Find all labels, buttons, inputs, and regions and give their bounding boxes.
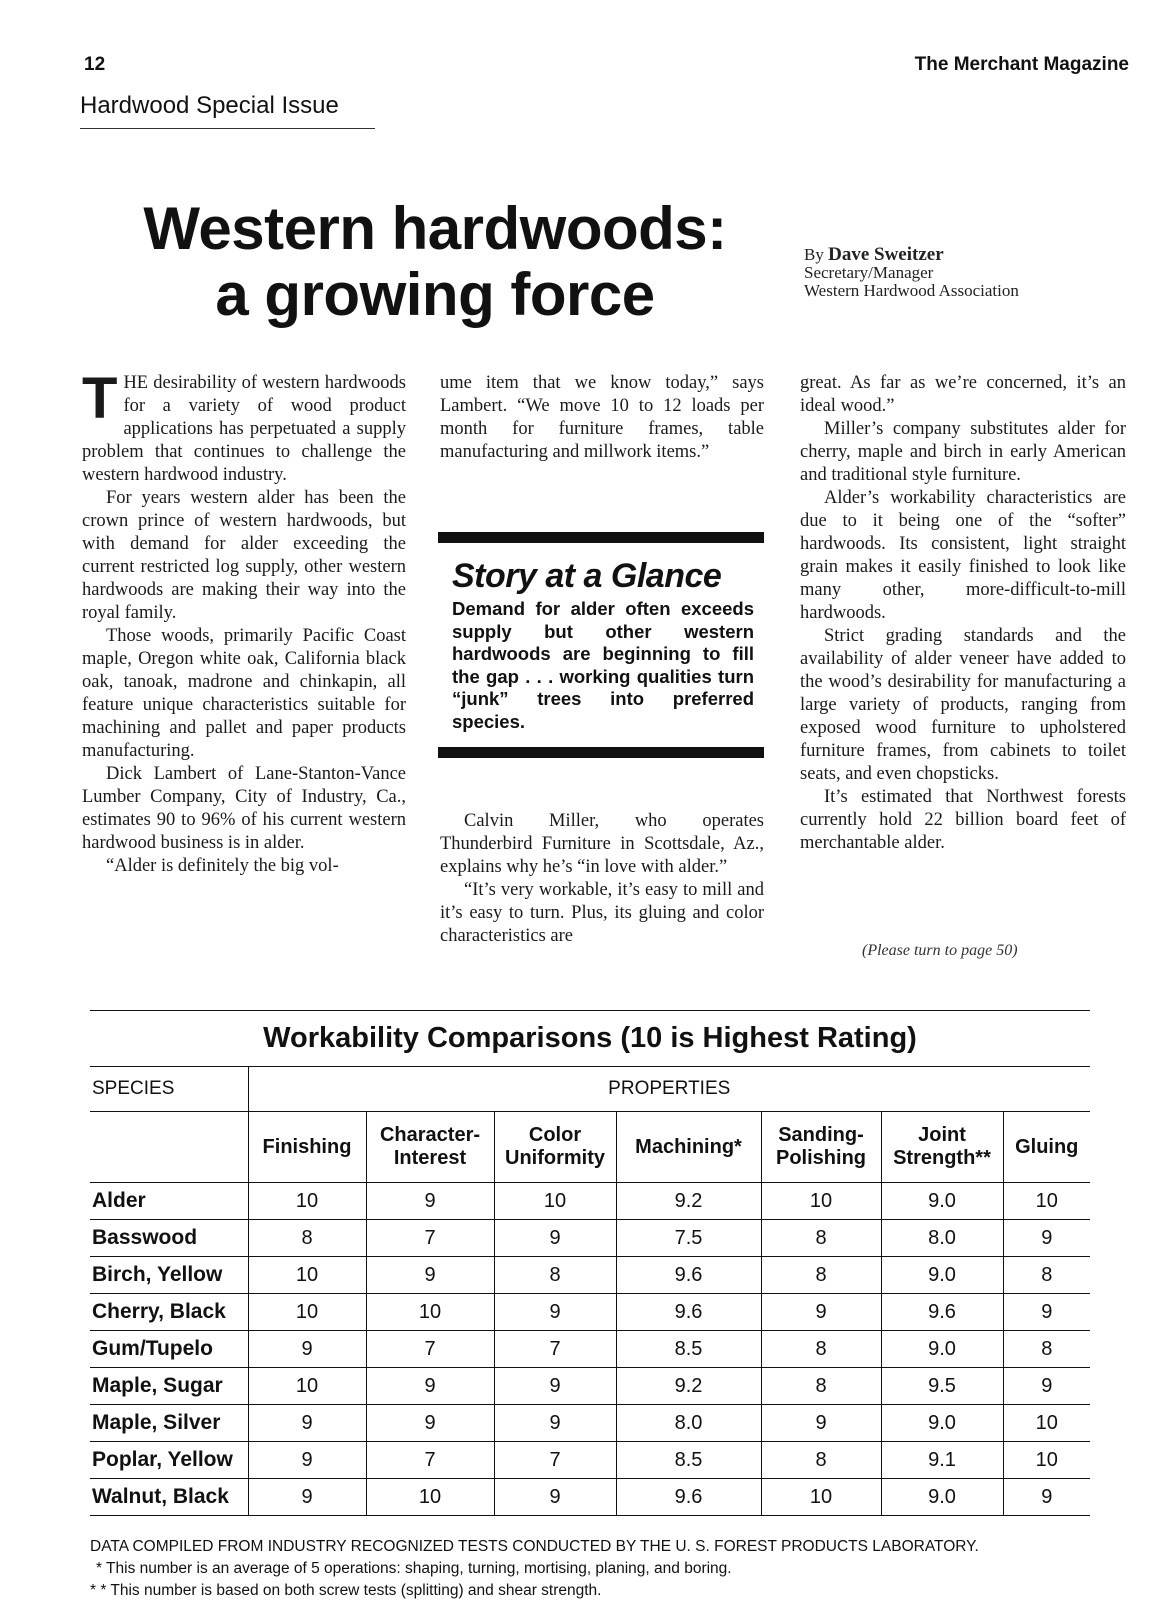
rating-cell: 9 xyxy=(248,1405,366,1442)
rating-cell: 9 xyxy=(761,1294,881,1331)
headline-line-1: Western hardwoods: xyxy=(143,195,727,262)
rating-cell: 9 xyxy=(1003,1479,1090,1516)
rating-cell: 9 xyxy=(494,1368,616,1405)
table-row xyxy=(90,1294,1090,1331)
rating-cell: 10 xyxy=(248,1368,366,1405)
article-column-2-bottom xyxy=(440,810,764,948)
table-row xyxy=(90,1442,1090,1479)
blank-header xyxy=(90,1112,248,1183)
rating-cell: 9.0 xyxy=(881,1479,1003,1516)
author-name: Dave Sweitzer xyxy=(828,244,944,265)
column-header: Machining* xyxy=(616,1112,761,1183)
rating-cell: 9 xyxy=(366,1405,494,1442)
rating-cell: 9.6 xyxy=(881,1294,1003,1331)
rating-cell: 8.5 xyxy=(616,1331,761,1368)
page-number: 12 xyxy=(84,54,106,75)
paragraph: THE desirability of western hardwoods for a variety of wood product applications has perpetuated a supply problem that continues to challenge the western hardwood industry. xyxy=(82,366,406,485)
note-joint-strength: * * This number is based on both screw tests (splitting) and shear strength. xyxy=(90,1582,602,1599)
rating-cell: 9.6 xyxy=(616,1479,761,1516)
column-header: Color Uniformity xyxy=(494,1112,616,1183)
rating-cell: 9.0 xyxy=(881,1331,1003,1368)
rating-cell: 7 xyxy=(494,1331,616,1368)
table-row xyxy=(90,1368,1090,1405)
glance-text: Demand for alder often exceeds supply but other western hardwoods are beginning to fill the gap . . . working qualities turn “junk” trees into preferred species. xyxy=(452,598,754,732)
table-row xyxy=(90,1220,1090,1257)
column-header: Joint Strength** xyxy=(881,1112,1003,1183)
rating-cell: 8 xyxy=(761,1331,881,1368)
rating-cell: 10 xyxy=(366,1479,494,1516)
article-column-2-top xyxy=(440,372,764,464)
rating-cell: 9 xyxy=(494,1405,616,1442)
rating-cell: 9 xyxy=(366,1368,494,1405)
rating-cell: 9 xyxy=(248,1479,366,1516)
species-cell: Alder xyxy=(90,1183,248,1220)
rating-cell: 9 xyxy=(1003,1368,1090,1405)
rating-cell: 10 xyxy=(1003,1442,1090,1479)
story-at-a-glance xyxy=(438,532,764,758)
rating-cell: 7 xyxy=(366,1220,494,1257)
properties-header: PROPERTIES xyxy=(248,1067,1090,1112)
paragraph: Those woods, primarily Pacific Coast maple, Oregon white oak, California black oak, tanoak, madrone and chinkapin, all feature unique characteristics suitable for machining and pallet and paper products manufacturing. xyxy=(82,626,406,761)
rating-cell: 9 xyxy=(494,1220,616,1257)
note-machining: * This number is an average of 5 operations: shaping, turning, mortising, planing, and boring. xyxy=(96,1560,732,1577)
rating-cell: 7 xyxy=(366,1442,494,1479)
rating-cell: 7.5 xyxy=(616,1220,761,1257)
paragraph: “It’s very workable, it’s easy to mill and it’s easy to turn. Plus, its gluing and color characteristics are xyxy=(440,880,764,946)
section-title: Hardwood Special Issue xyxy=(80,92,339,119)
column-header: Finishing xyxy=(248,1112,366,1183)
magazine-name: The Merchant Magazine xyxy=(914,54,1129,75)
article-headline xyxy=(80,196,790,328)
species-header: SPECIES xyxy=(90,1067,248,1112)
rating-cell: 9.0 xyxy=(881,1183,1003,1220)
species-cell: Cherry, Black xyxy=(90,1294,248,1331)
paragraph: Strict grading standards and the availability of alder veneer have added to the wood’s desirability for manufacturing a large variety of products, ranging from exposed wood furniture to upholstered furniture frames, from cabinets to toilet seats, and even chopsticks. xyxy=(800,626,1126,784)
rating-cell: 10 xyxy=(1003,1183,1090,1220)
rating-cell: 10 xyxy=(248,1183,366,1220)
paragraph: It’s estimated that Northwest forests currently hold 22 billion board feet of merchantable alder. xyxy=(800,787,1126,853)
section-rule xyxy=(80,128,375,129)
column-header: Character- Interest xyxy=(366,1112,494,1183)
rating-cell: 8 xyxy=(761,1220,881,1257)
author-title: Secretary/Manager xyxy=(804,263,934,282)
table-top-rule xyxy=(90,1010,1090,1011)
rating-cell: 9.6 xyxy=(616,1294,761,1331)
paragraph: For years western alder has been the crown prince of western hardwoods, but with demand for alder exceeding the current restricted log supply, other western hardwoods are making their way into the royal family. xyxy=(82,488,406,623)
table-header-row xyxy=(90,1067,1090,1112)
table-title: Workability Comparisons (10 is Highest Rating) xyxy=(263,1022,917,1054)
rating-cell: 9 xyxy=(248,1331,366,1368)
rating-cell: 8 xyxy=(1003,1331,1090,1368)
headline-line-2: a growing force xyxy=(215,261,655,328)
species-cell: Walnut, Black xyxy=(90,1479,248,1516)
table-row xyxy=(90,1183,1090,1220)
column-header: Sanding- Polishing xyxy=(761,1112,881,1183)
author-organization: Western Hardwood Association xyxy=(804,281,1019,300)
paragraph: “Alder is definitely the big vol- xyxy=(106,856,339,876)
rating-cell: 9 xyxy=(1003,1220,1090,1257)
rating-cell: 9.1 xyxy=(881,1442,1003,1479)
rating-cell: 8 xyxy=(1003,1257,1090,1294)
byline-prefix: By xyxy=(804,245,824,264)
rating-cell: 8.5 xyxy=(616,1442,761,1479)
table-notes xyxy=(90,1536,979,1602)
note-source: DATA COMPILED FROM INDUSTRY RECOGNIZED TESTS CONDUCTED BY THE U. S. FOREST PRODUCTS LABORATORY. xyxy=(90,1538,979,1555)
rating-cell: 7 xyxy=(366,1331,494,1368)
rating-cell: 9 xyxy=(248,1442,366,1479)
rating-cell: 10 xyxy=(1003,1405,1090,1442)
species-cell: Basswood xyxy=(90,1220,248,1257)
rating-cell: 10 xyxy=(248,1294,366,1331)
species-cell: Maple, Sugar xyxy=(90,1368,248,1405)
byline xyxy=(804,246,1019,300)
continued-note: (Please turn to page 50) xyxy=(862,942,1018,959)
paragraph: Dick Lambert of Lane-Stanton-Vance Lumber Company, City of Industry, Ca., estimates 90 to 96% of his current western hardwood business is in alder. xyxy=(82,764,406,853)
article-column-3 xyxy=(800,372,1126,855)
rating-cell: 10 xyxy=(248,1257,366,1294)
table-row xyxy=(90,1405,1090,1442)
article-column-1 xyxy=(82,366,406,878)
rating-cell: 10 xyxy=(366,1294,494,1331)
species-cell: Maple, Silver xyxy=(90,1405,248,1442)
species-cell: Birch, Yellow xyxy=(90,1257,248,1294)
rating-cell: 9 xyxy=(366,1257,494,1294)
paragraph: Calvin Miller, who operates Thunderbird Furniture in Scottsdale, Az., explains why he’s “in love with alder.” xyxy=(440,811,764,877)
paragraph: Miller’s company substitutes alder for cherry, maple and birch in early American and traditional style furniture. xyxy=(800,419,1126,485)
rating-cell: 10 xyxy=(494,1183,616,1220)
rating-cell: 9 xyxy=(494,1294,616,1331)
drop-cap: T xyxy=(82,366,118,431)
species-cell: Poplar, Yellow xyxy=(90,1442,248,1479)
rating-cell: 8 xyxy=(494,1257,616,1294)
rating-cell: 10 xyxy=(761,1479,881,1516)
workability-table xyxy=(90,1066,1090,1516)
rating-cell: 8.0 xyxy=(881,1220,1003,1257)
rating-cell: 9 xyxy=(494,1479,616,1516)
rating-cell: 9.2 xyxy=(616,1368,761,1405)
glance-title: Story at a Glance xyxy=(452,557,722,595)
table-row xyxy=(90,1331,1090,1368)
rating-cell: 8 xyxy=(761,1368,881,1405)
rating-cell: 9.6 xyxy=(616,1257,761,1294)
rating-cell: 9 xyxy=(761,1405,881,1442)
rating-cell: 9.2 xyxy=(616,1183,761,1220)
paragraph: ume item that we know today,” says Lambert. “We move 10 to 12 loads per month for furniture frames, table manufacturing and millwork items.” xyxy=(440,373,764,462)
rating-cell: 8.0 xyxy=(616,1405,761,1442)
rating-cell: 7 xyxy=(494,1442,616,1479)
rating-cell: 8 xyxy=(248,1220,366,1257)
rating-cell: 9.0 xyxy=(881,1405,1003,1442)
rating-cell: 9.0 xyxy=(881,1257,1003,1294)
rating-cell: 9 xyxy=(366,1183,494,1220)
rating-cell: 10 xyxy=(761,1183,881,1220)
rating-cell: 9 xyxy=(1003,1294,1090,1331)
glance-bottom-bar xyxy=(438,747,764,758)
paragraph: great. As far as we’re concerned, it’s an ideal wood.” xyxy=(800,373,1126,416)
column-header: Gluing xyxy=(1003,1112,1090,1183)
rating-cell: 8 xyxy=(761,1442,881,1479)
rating-cell: 8 xyxy=(761,1257,881,1294)
rating-cell: 9.5 xyxy=(881,1368,1003,1405)
species-cell: Gum/Tupelo xyxy=(90,1331,248,1368)
column-header-row xyxy=(90,1112,1090,1183)
paragraph: Alder’s workability characteristics are due to it being one of the “softer” hardwoods. Its consistent, light straight grain makes it easily finished to look like many other, more-difficult-to-mill hardwoods. xyxy=(800,488,1126,623)
table-body xyxy=(90,1183,1090,1516)
glance-top-bar xyxy=(438,532,764,543)
table-row xyxy=(90,1479,1090,1516)
table-row xyxy=(90,1257,1090,1294)
